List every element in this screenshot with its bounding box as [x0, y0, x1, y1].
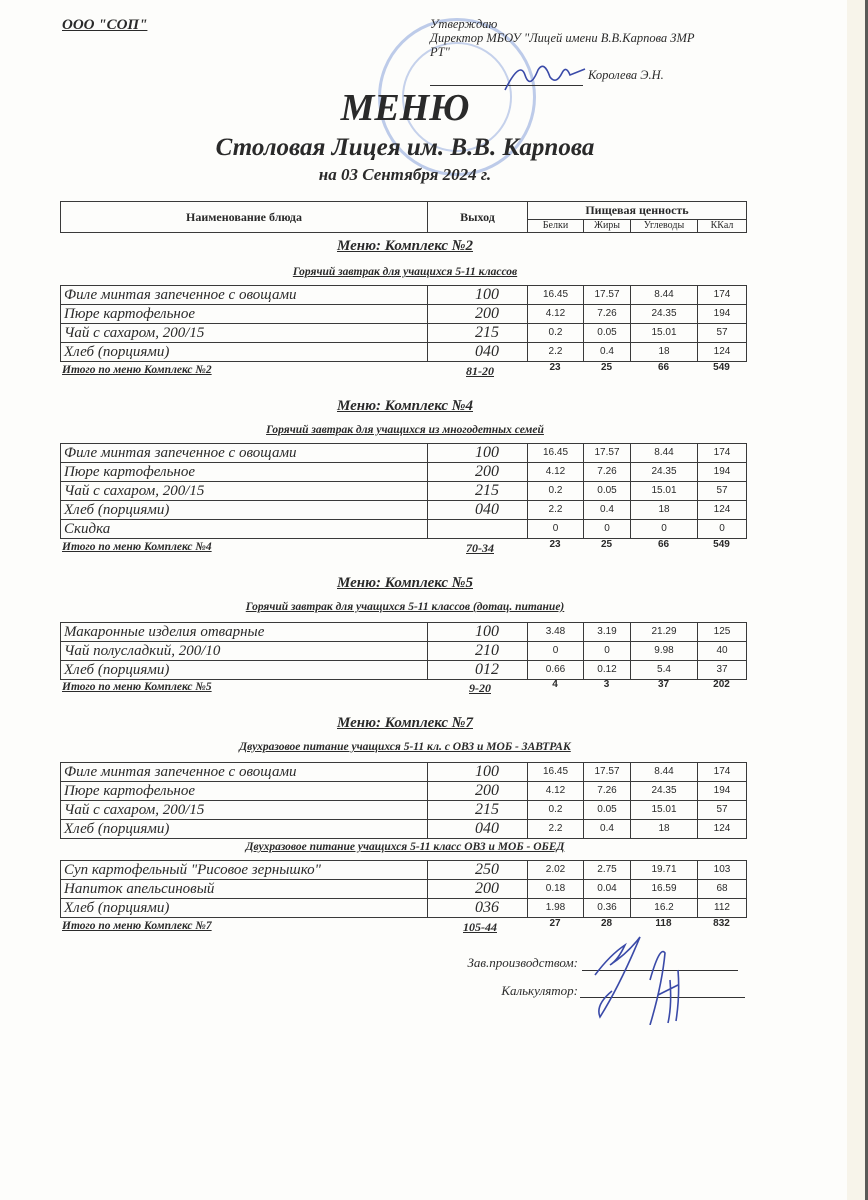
dish-output: 012	[428, 661, 528, 680]
dish-fat: 0.05	[584, 482, 631, 501]
dish-carbs: 8.44	[631, 763, 698, 782]
dish-carbs: 18	[631, 501, 698, 520]
section-title: Меню: Комплекс №7	[337, 715, 473, 731]
dish-output: 036	[428, 899, 528, 918]
section-title: Меню: Комплекс №5	[337, 575, 473, 591]
dish-carbs: 19.71	[631, 861, 698, 880]
dish-fat: 7.26	[584, 463, 631, 482]
dish-output: 215	[428, 324, 528, 343]
dish-protein: 4.12	[528, 782, 584, 801]
dish-fat: 0.05	[584, 801, 631, 820]
dish-row	[61, 782, 747, 801]
section-total-fat: 25	[600, 539, 613, 550]
dish-row	[61, 623, 747, 642]
section-total-label: Итого по меню Комплекс №2	[62, 364, 212, 376]
dish-carbs: 16.59	[631, 880, 698, 899]
dish-kcal: 57	[698, 324, 747, 343]
section-subtitle: Горячий завтрак для учащихся 5-11 классов	[292, 266, 518, 278]
dish-name: Пюре картофельное	[61, 782, 428, 801]
dish-protein: 0	[528, 642, 584, 661]
dish-protein: 2.2	[528, 501, 584, 520]
dish-output: 200	[428, 463, 528, 482]
section-total-kcal: 832	[713, 918, 730, 929]
dish-kcal: 125	[698, 623, 747, 642]
dish-name: Хлеб (порциями)	[61, 343, 428, 362]
dish-carbs: 15.01	[631, 801, 698, 820]
dish-fat: 0.4	[584, 501, 631, 520]
dish-name: Чай полусладкий, 200/10	[61, 642, 428, 661]
dish-row	[61, 661, 747, 680]
dish-fat: 7.26	[584, 305, 631, 324]
approval-block	[430, 17, 750, 59]
dish-output: 210	[428, 642, 528, 661]
director-name: Королева Э.Н.	[588, 68, 664, 82]
section-total-price: 9-20	[469, 681, 491, 695]
canteen-name: Столовая Лицея им. В.В. Карпова	[215, 134, 595, 161]
dish-protein: 0	[528, 520, 584, 539]
dish-fat: 0	[584, 642, 631, 661]
approval-position-cont: РТ"	[430, 45, 450, 59]
dish-name: Чай с сахаром, 200/15	[61, 324, 428, 343]
dish-protein: 0.66	[528, 661, 584, 680]
dish-output: 100	[428, 444, 528, 463]
header-nutrition: Пищевая ценность	[528, 202, 747, 220]
dish-carbs: 9.98	[631, 642, 698, 661]
dish-carbs: 8.44	[631, 444, 698, 463]
column-header-table	[60, 201, 747, 233]
dish-carbs: 5.4	[631, 661, 698, 680]
section-total-carbs: 118	[655, 918, 672, 929]
dish-protein: 1.98	[528, 899, 584, 918]
dish-row	[61, 820, 747, 839]
dish-kcal: 124	[698, 820, 747, 839]
calculator-label: Калькулятор:	[501, 983, 578, 998]
dish-name: Суп картофельный "Рисовое зернышко"	[61, 861, 428, 880]
dish-row	[61, 343, 747, 362]
dish-protein: 0.2	[528, 801, 584, 820]
dish-carbs: 18	[631, 343, 698, 362]
section-total-carbs: 66	[657, 362, 670, 373]
dish-output: 200	[428, 782, 528, 801]
dish-row	[61, 286, 747, 305]
dish-name: Чай с сахаром, 200/15	[61, 482, 428, 501]
dish-name: Филе минтая запеченное с овощами	[61, 286, 428, 305]
section-subtitle-lunch: Двухразовое питание учащихся 5-11 класс ОВЗ и МОБ - ОБЕД	[245, 841, 565, 853]
approval-heading: Утверждаю	[430, 17, 498, 31]
dish-fat: 7.26	[584, 782, 631, 801]
section-total-protein: 4	[552, 679, 558, 690]
dish-row	[61, 642, 747, 661]
dish-row	[61, 324, 747, 343]
dish-table	[60, 443, 747, 539]
dish-table	[60, 860, 747, 918]
dish-protein: 3.48	[528, 623, 584, 642]
dish-kcal: 194	[698, 463, 747, 482]
section-total-label: Итого по меню Комплекс №5	[62, 681, 212, 693]
dish-kcal: 37	[698, 661, 747, 680]
dish-name: Филе минтая запеченное с овощами	[61, 763, 428, 782]
dish-row	[61, 861, 747, 880]
section-total-price: 70-34	[466, 541, 494, 555]
section-total-price: 81-20	[466, 364, 494, 378]
dish-fat: 0	[584, 520, 631, 539]
dish-carbs: 24.35	[631, 463, 698, 482]
menu-date: на 03 Сентября 2024 г.	[318, 165, 492, 184]
dish-row	[61, 763, 747, 782]
dish-carbs: 15.01	[631, 482, 698, 501]
organization-name: ООО "СОП"	[62, 17, 148, 33]
dish-row	[61, 801, 747, 820]
dish-kcal: 40	[698, 642, 747, 661]
dish-kcal: 174	[698, 444, 747, 463]
dish-name: Хлеб (порциями)	[61, 501, 428, 520]
dish-carbs: 16.2	[631, 899, 698, 918]
dish-output: 040	[428, 820, 528, 839]
dish-protein: 2.2	[528, 820, 584, 839]
header-protein: Белки	[528, 219, 584, 232]
section-title: Меню: Комплекс №4	[337, 398, 473, 414]
dish-name: Напиток апельсиновый	[61, 880, 428, 899]
dish-protein: 16.45	[528, 763, 584, 782]
section-total-protein: 27	[549, 918, 561, 929]
header-output: Выход	[428, 202, 528, 233]
dish-row	[61, 520, 747, 539]
dish-row	[61, 305, 747, 324]
dish-protein: 0.2	[528, 482, 584, 501]
dish-output: 040	[428, 343, 528, 362]
dish-fat: 0.04	[584, 880, 631, 899]
header-dish-name: Наименование блюда	[61, 202, 428, 233]
dish-row	[61, 463, 747, 482]
section-total-protein: 23	[549, 539, 561, 550]
dish-name: Пюре картофельное	[61, 305, 428, 324]
section-total-carbs: 37	[657, 679, 670, 690]
dish-name: Чай с сахаром, 200/15	[61, 801, 428, 820]
section-total-kcal: 202	[713, 679, 730, 690]
dish-kcal: 124	[698, 343, 747, 362]
dish-kcal: 124	[698, 501, 747, 520]
dish-name: Филе минтая запеченное с овощами	[61, 444, 428, 463]
section-title: Меню: Комплекс №2	[337, 238, 473, 254]
dish-carbs: 8.44	[631, 286, 698, 305]
dish-carbs: 24.35	[631, 305, 698, 324]
dish-row	[61, 899, 747, 918]
section-total-fat: 3	[603, 679, 610, 690]
dish-fat: 17.57	[584, 763, 631, 782]
dish-output: 100	[428, 763, 528, 782]
dish-kcal: 174	[698, 286, 747, 305]
dish-name: Хлеб (порциями)	[61, 899, 428, 918]
dish-protein: 4.12	[528, 305, 584, 324]
dish-protein: 0.2	[528, 324, 584, 343]
dish-protein: 0.18	[528, 880, 584, 899]
dish-fat: 3.19	[584, 623, 631, 642]
dish-protein: 16.45	[528, 444, 584, 463]
dish-table	[60, 285, 747, 362]
handwritten-signatures	[500, 925, 740, 1025]
section-total-fat: 25	[600, 362, 613, 373]
dish-output: 100	[428, 286, 528, 305]
dish-kcal: 0	[698, 520, 747, 539]
section-total-kcal: 549	[713, 539, 730, 550]
dish-name: Хлеб (порциями)	[61, 820, 428, 839]
dish-carbs: 0	[631, 520, 698, 539]
dish-protein: 2.2	[528, 343, 584, 362]
dish-name: Пюре картофельное	[61, 463, 428, 482]
section-subtitle: Горячий завтрак для учащихся из многодетных семей	[266, 424, 544, 436]
dish-kcal: 57	[698, 482, 747, 501]
dish-fat: 0.05	[584, 324, 631, 343]
dish-output: 100	[428, 623, 528, 642]
header-carbs: Углеводы	[631, 219, 698, 232]
dish-output: 215	[428, 482, 528, 501]
section-subtitle: Горячий завтрак для учащихся 5-11 классов (дотац. питание)	[245, 601, 565, 613]
dish-row	[61, 444, 747, 463]
section-total-price: 105-44	[463, 920, 497, 934]
production-head-label: Зав.производством:	[467, 955, 578, 970]
dish-output: 200	[428, 880, 528, 899]
section-total-fat: 28	[600, 918, 613, 929]
dish-output: 200	[428, 305, 528, 324]
dish-name: Скидка	[61, 520, 428, 539]
dish-kcal: 194	[698, 305, 747, 324]
dish-row	[61, 501, 747, 520]
section-total-label: Итого по меню Комплекс №4	[62, 541, 212, 553]
dish-carbs: 18	[631, 820, 698, 839]
dish-kcal: 194	[698, 782, 747, 801]
dish-output: 040	[428, 501, 528, 520]
dish-fat: 17.57	[584, 444, 631, 463]
dish-output: 250	[428, 861, 528, 880]
section-total-carbs: 66	[657, 539, 670, 550]
dish-kcal: 57	[698, 801, 747, 820]
header-fat: Жиры	[584, 219, 631, 232]
dish-protein: 16.45	[528, 286, 584, 305]
dish-name: Хлеб (порциями)	[61, 661, 428, 680]
section-total-label: Итого по меню Комплекс №7	[62, 920, 212, 932]
dish-kcal: 174	[698, 763, 747, 782]
section-total-protein: 23	[549, 362, 561, 373]
dish-output: 215	[428, 801, 528, 820]
dish-protein: 4.12	[528, 463, 584, 482]
dish-fat: 0.4	[584, 820, 631, 839]
dish-kcal: 112	[698, 899, 747, 918]
dish-protein: 2.02	[528, 861, 584, 880]
dish-kcal: 68	[698, 880, 747, 899]
header-kcal: ККал	[698, 219, 747, 232]
dish-carbs: 15.01	[631, 324, 698, 343]
dish-output	[428, 520, 528, 539]
dish-fat: 0.4	[584, 343, 631, 362]
dish-table	[60, 762, 747, 839]
dish-fat: 2.75	[584, 861, 631, 880]
approval-position: Директор МБОУ "Лицей имени В.В.Карпова ЗМР	[430, 31, 695, 45]
section-subtitle: Двухразовое питание учащихся 5-11 кл. с ОВЗ и МОБ - ЗАВТРАК	[239, 741, 571, 753]
dish-carbs: 21.29	[631, 623, 698, 642]
dish-kcal: 103	[698, 861, 747, 880]
dish-fat: 0.36	[584, 899, 631, 918]
dish-row	[61, 482, 747, 501]
dish-name: Макаронные изделия отварные	[61, 623, 428, 642]
dish-fat: 0.12	[584, 661, 631, 680]
page-title: МЕНЮ	[340, 87, 470, 129]
dish-fat: 17.57	[584, 286, 631, 305]
dish-carbs: 24.35	[631, 782, 698, 801]
section-total-kcal: 549	[713, 362, 730, 373]
dish-row	[61, 880, 747, 899]
dish-table	[60, 622, 747, 680]
